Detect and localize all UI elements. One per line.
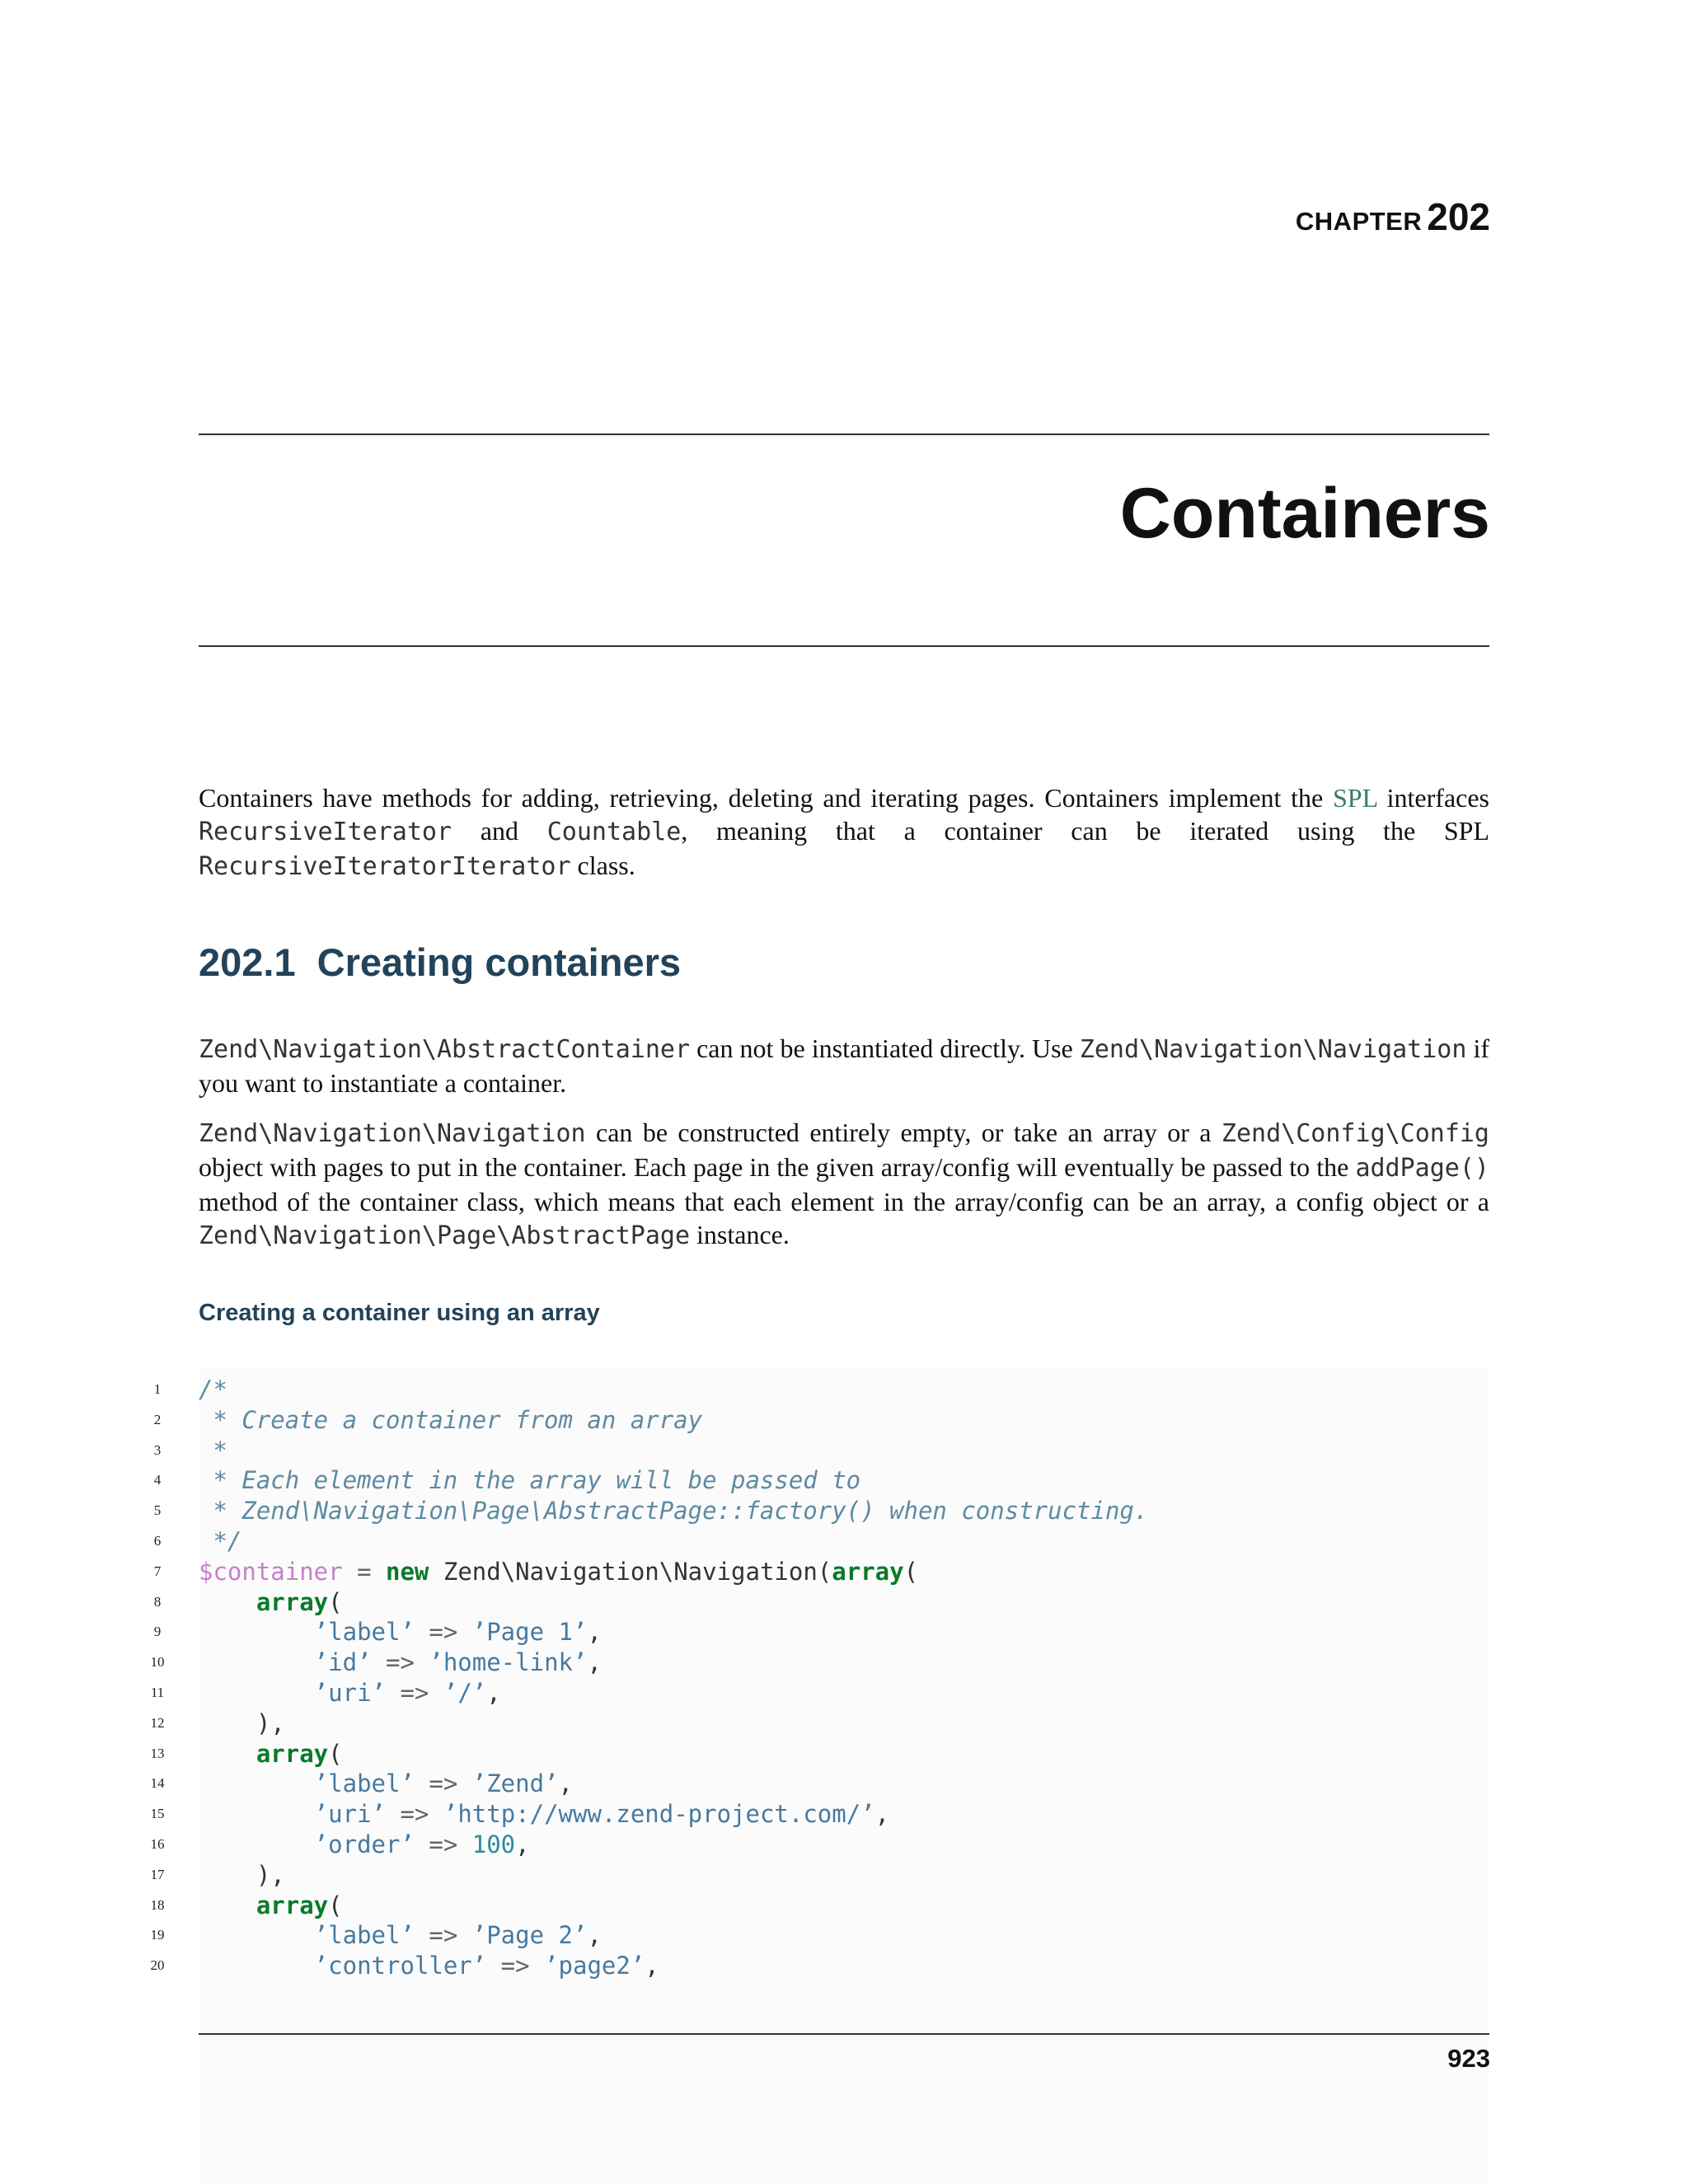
code-text xyxy=(199,1830,530,1860)
code-line xyxy=(0,1830,1489,1860)
line-number: 9 xyxy=(153,1624,162,1640)
code-line xyxy=(0,1647,1489,1678)
paragraph-text: method of the container class, which means that each element in the array/config can be an array, a config object or a xyxy=(199,1187,1489,1216)
code-token xyxy=(199,1679,314,1707)
code-token: */ xyxy=(199,1526,242,1555)
code-token: , xyxy=(874,1800,890,1829)
code-token: => xyxy=(500,1952,530,1980)
code-line xyxy=(0,1436,1489,1466)
code-text xyxy=(199,1739,343,1769)
code-token: * Create a container from an array xyxy=(199,1405,703,1434)
code-token xyxy=(415,1830,429,1858)
code-token xyxy=(372,1558,386,1586)
code-token: ’Page 2’ xyxy=(471,1921,588,1950)
code-token: ( xyxy=(328,1739,343,1768)
code-token: , xyxy=(558,1769,573,1798)
code-token xyxy=(530,1952,544,1980)
line-number: 7 xyxy=(153,1563,162,1579)
line-number: 15 xyxy=(150,1806,165,1822)
code-line xyxy=(0,1405,1489,1436)
intro-paragraph xyxy=(199,781,1489,883)
code-token xyxy=(415,1769,429,1797)
code-token: ’page2’ xyxy=(544,1952,645,1980)
code-line xyxy=(0,1799,1489,1830)
code-text xyxy=(199,1405,702,1436)
code-token xyxy=(199,1800,314,1828)
code-token: => xyxy=(386,1648,415,1677)
code-token: $container xyxy=(199,1557,343,1586)
line-number: 5 xyxy=(153,1502,162,1519)
code-line xyxy=(0,1557,1489,1587)
section-title: Creating containers xyxy=(316,940,682,984)
code-text xyxy=(199,1769,573,1799)
code-token: array xyxy=(256,1587,329,1616)
code-text xyxy=(199,1557,918,1587)
code-token: , xyxy=(645,1952,659,1980)
code-line xyxy=(0,1769,1489,1799)
code-token: => xyxy=(400,1800,429,1829)
code-token: = xyxy=(357,1557,372,1586)
page-number: 923 xyxy=(1447,2044,1490,2073)
line-number: 10 xyxy=(150,1654,165,1671)
code-token: ’http://www.zend-project.com/’ xyxy=(443,1800,875,1829)
code-token: , xyxy=(587,1921,602,1950)
paragraph-text: if you want to instantiate a container. xyxy=(199,1033,1489,1098)
line-number: 16 xyxy=(150,1835,165,1852)
title-rule-top xyxy=(199,434,1489,435)
paragraph-text: instance. xyxy=(690,1220,790,1249)
code-text xyxy=(199,1708,285,1739)
code-line xyxy=(0,1465,1489,1496)
code-token: Zend\Navigation\Navigation( xyxy=(429,1557,832,1586)
code-token: ), xyxy=(199,1708,285,1737)
code-token: , xyxy=(486,1678,501,1707)
code-token: ’home-link’ xyxy=(429,1648,588,1677)
code-token xyxy=(199,1921,314,1949)
code-token: array xyxy=(832,1557,904,1586)
code-line xyxy=(0,1891,1489,1921)
code-token xyxy=(457,1618,471,1646)
code-token: ( xyxy=(328,1587,343,1616)
code-token: ’label’ xyxy=(313,1769,415,1798)
code-token: => xyxy=(429,1769,458,1798)
inline-code: Countable xyxy=(546,818,682,846)
code-line xyxy=(0,1739,1489,1769)
line-number: 18 xyxy=(150,1896,165,1913)
code-token: => xyxy=(429,1618,458,1647)
code-token: ’Zend’ xyxy=(471,1769,559,1798)
code-text xyxy=(199,1436,227,1466)
code-token: * xyxy=(199,1436,227,1465)
intro-text: , meaning that a container can be iterated using the SPL xyxy=(681,816,1490,846)
line-number: 2 xyxy=(153,1411,162,1427)
code-text xyxy=(199,1526,241,1557)
code-token: array xyxy=(256,1739,329,1768)
code-token: ’order’ xyxy=(313,1830,415,1858)
code-token xyxy=(429,1800,443,1828)
code-token xyxy=(199,1618,314,1646)
code-text xyxy=(199,1587,343,1618)
line-number: 6 xyxy=(153,1532,162,1549)
code-text xyxy=(199,1375,227,1405)
code-token xyxy=(199,1588,256,1616)
inline-code: RecursiveIterator xyxy=(199,818,452,846)
code-token: => xyxy=(429,1921,458,1950)
inline-code: Zend\Navigation\AbstractContainer xyxy=(199,1035,691,1064)
code-token: ’id’ xyxy=(313,1648,372,1677)
code-token: , xyxy=(587,1648,602,1677)
line-number: 13 xyxy=(150,1745,165,1761)
code-text xyxy=(199,1617,602,1647)
section-number: 202.1 xyxy=(199,940,296,984)
paragraph-text: object with pages to put in the container. Each page in the given array/config will eventually be passed to the xyxy=(199,1152,1356,1182)
line-number: 4 xyxy=(153,1472,162,1488)
code-token: => xyxy=(400,1678,429,1707)
inline-code: Zend\Config\Config xyxy=(1221,1119,1489,1148)
inline-code: Zend\Navigation\Navigation xyxy=(199,1119,586,1148)
code-token xyxy=(415,1648,429,1676)
intro-text: class. xyxy=(570,851,635,880)
code-token: new xyxy=(386,1557,429,1586)
line-number: 17 xyxy=(150,1866,165,1882)
code-text xyxy=(199,1465,860,1496)
intro-text: Containers have methods for adding, retrieving, deleting and iterating pages. Containers implement the xyxy=(199,783,1333,813)
code-token xyxy=(415,1921,429,1949)
code-token: 100 xyxy=(471,1830,516,1858)
code-token: ’controller’ xyxy=(313,1952,487,1980)
intro-text: and xyxy=(452,816,547,846)
code-text xyxy=(199,1496,1148,1526)
spl-link[interactable]: SPL xyxy=(1332,783,1377,813)
code-token: ’uri’ xyxy=(313,1678,386,1707)
code-token: , xyxy=(587,1618,602,1647)
chapter-title: Containers xyxy=(1119,474,1490,553)
inline-code: addPage() xyxy=(1355,1154,1489,1183)
chapter-number: 202 xyxy=(1427,195,1490,238)
line-number: 3 xyxy=(153,1441,162,1458)
code-line xyxy=(0,1678,1489,1708)
example-caption: Creating a container using an array xyxy=(199,1300,600,1326)
code-text xyxy=(199,1678,501,1708)
construction-paragraph xyxy=(199,1116,1489,1253)
code-token xyxy=(199,1648,314,1676)
line-number: 19 xyxy=(150,1927,165,1943)
section-heading xyxy=(199,940,681,985)
line-number: 11 xyxy=(150,1684,165,1700)
code-text xyxy=(199,1647,602,1678)
code-token: ’label’ xyxy=(313,1618,415,1647)
code-token: => xyxy=(429,1830,458,1858)
code-token xyxy=(199,1830,314,1858)
code-token xyxy=(199,1769,314,1797)
title-rule-bottom xyxy=(199,645,1489,647)
code-token xyxy=(457,1830,471,1858)
inline-code: Zend\Navigation\Navigation xyxy=(1079,1035,1467,1064)
code-text xyxy=(199,1951,659,1981)
code-line xyxy=(0,1951,1489,1981)
code-text xyxy=(199,1891,343,1921)
code-token: ), xyxy=(199,1860,285,1889)
inline-code: Zend\Navigation\Page\AbstractPage xyxy=(199,1221,691,1250)
code-token xyxy=(372,1648,386,1676)
chapter-label xyxy=(1296,194,1490,239)
code-token: ’/’ xyxy=(443,1678,487,1707)
code-token: * Each element in the array will be passed to xyxy=(199,1466,861,1495)
line-number: 20 xyxy=(150,1957,165,1974)
code-token: /* xyxy=(199,1376,227,1404)
code-line xyxy=(0,1708,1489,1739)
code-token xyxy=(386,1679,400,1707)
code-token: * Zend\Navigation\Page\AbstractPage::factory() when constructing. xyxy=(199,1497,1149,1526)
code-token: ( xyxy=(903,1557,919,1586)
code-text xyxy=(199,1920,602,1951)
code-token xyxy=(199,1891,256,1919)
line-number: 1 xyxy=(153,1381,162,1397)
code-token xyxy=(199,1740,256,1768)
code-token xyxy=(199,1952,314,1980)
code-token: ’label’ xyxy=(313,1921,415,1950)
code-line xyxy=(0,1920,1489,1951)
code-text xyxy=(199,1860,285,1891)
code-line xyxy=(0,1860,1489,1891)
footer-rule xyxy=(199,2033,1489,2035)
paragraph-text: can be constructed entirely empty, or take an array or a xyxy=(585,1118,1221,1147)
code-block xyxy=(0,1375,1489,1981)
code-line xyxy=(0,1526,1489,1557)
code-token xyxy=(429,1679,443,1707)
code-token xyxy=(457,1921,471,1949)
line-number: 14 xyxy=(150,1775,165,1792)
code-token xyxy=(457,1769,471,1797)
code-line xyxy=(0,1587,1489,1618)
code-line xyxy=(0,1496,1489,1526)
code-token: ’uri’ xyxy=(313,1800,386,1829)
code-token: ( xyxy=(328,1891,343,1919)
code-token: , xyxy=(515,1830,530,1858)
code-token: array xyxy=(256,1891,329,1919)
intro-text: interfaces xyxy=(1376,783,1490,813)
instantiation-paragraph xyxy=(199,1032,1489,1099)
code-token: ’Page 1’ xyxy=(471,1618,588,1647)
code-text xyxy=(199,1799,889,1830)
code-token xyxy=(343,1558,357,1586)
code-token xyxy=(486,1952,500,1980)
code-token xyxy=(386,1800,400,1828)
inline-code: RecursiveIteratorIterator xyxy=(199,852,571,881)
chapter-word: CHAPTER xyxy=(1295,207,1423,236)
line-number: 12 xyxy=(150,1714,165,1731)
code-line xyxy=(0,1617,1489,1647)
code-line xyxy=(0,1375,1489,1405)
code-token xyxy=(415,1618,429,1646)
paragraph-text: can not be instantiated directly. Use xyxy=(690,1033,1080,1063)
line-number: 8 xyxy=(153,1593,162,1610)
